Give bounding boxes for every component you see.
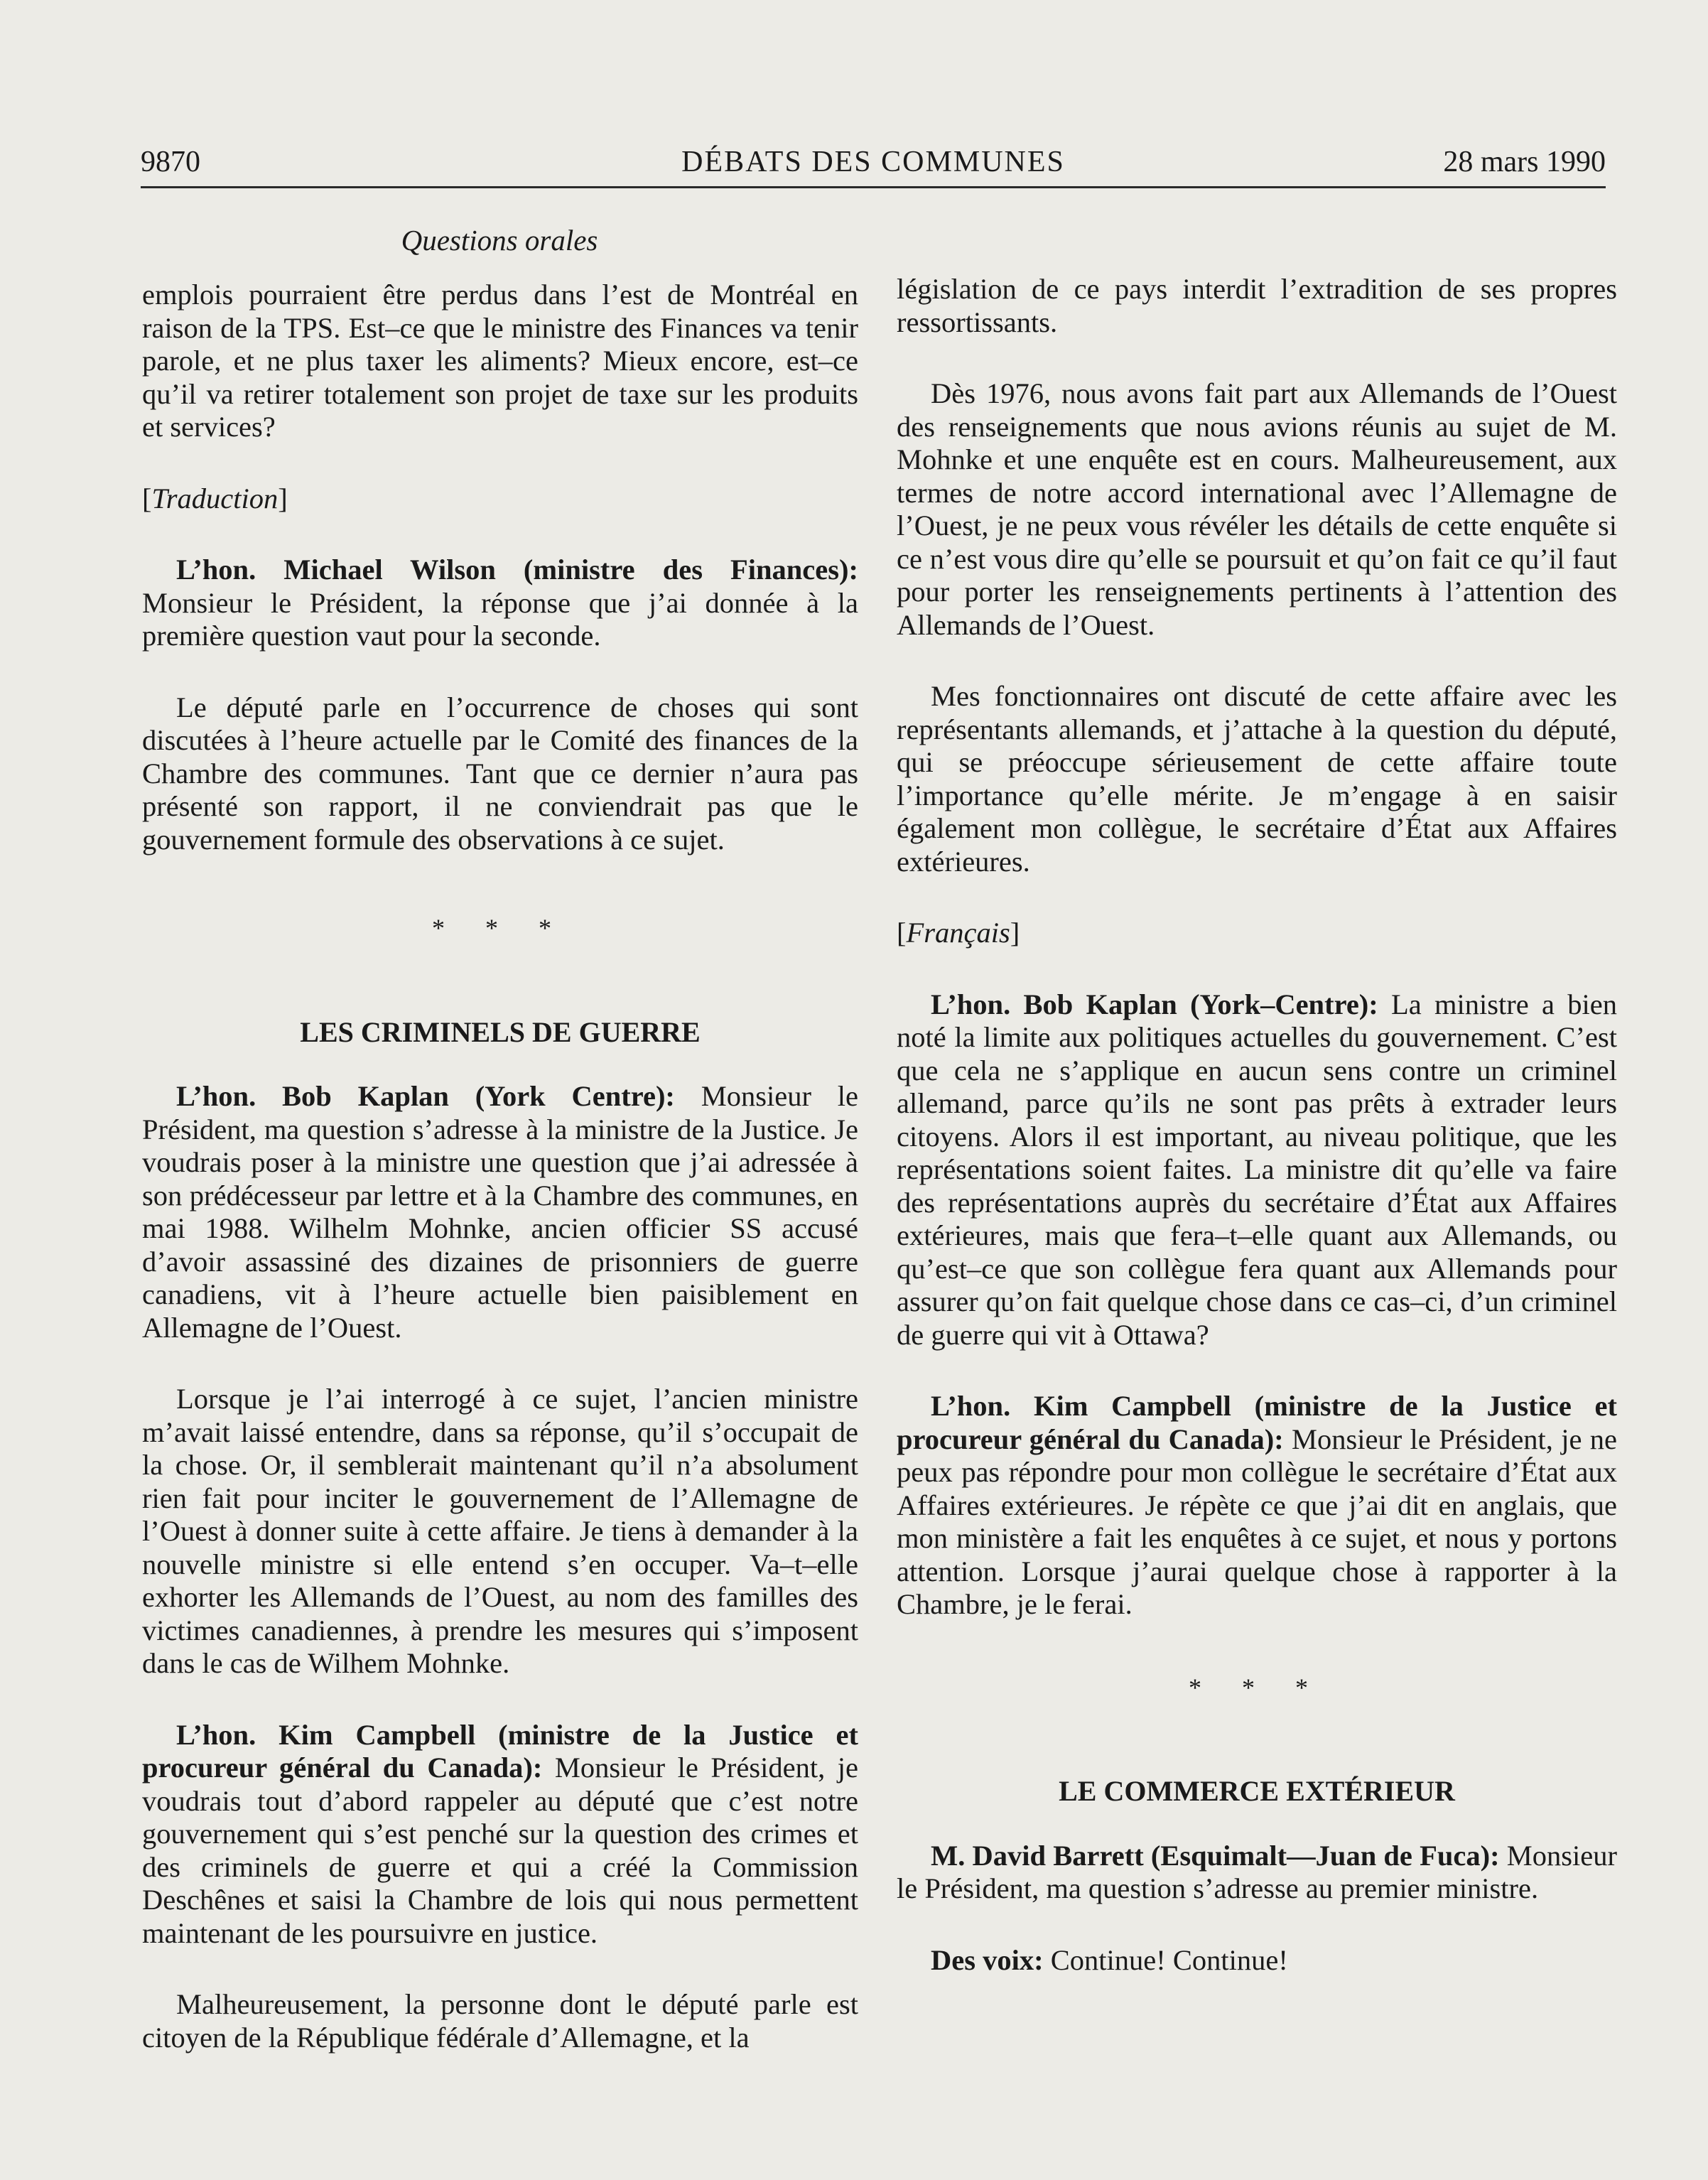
publication-title: DÉBATS DES COMMUNES	[681, 146, 1065, 178]
paragraph: Lorsque je l’ai interrogé à ce sujet, l’ancien ministre m’avait laissé entendre, dans sa réponse, qu’il s’occupait de la chose. Or, il semblerait maintenant qu’il n’a absolument rien fait pour inciter le gouvernement de l’Allemagne de l’Ouest à donner suite à cette affaire. Je tiens à demander à la nouvelle ministre si elle entend s’en occuper. Va–t–elle exhorter les Allemands de l’Ouest, au nom des familles des victimes canadiennes, à prendre les mesures qui s’imposent dans le cas de Wilhem Mohnke.	[142, 1383, 858, 1679]
section-heading: LE COMMERCE EXTÉRIEUR	[1059, 1775, 1455, 1807]
paragraph: Dès 1976, nous avons fait part aux Allemands de l’Ouest des renseignements que nous avions réunis au sujet de M. Mohnke et une enquête est en cours. Malheureusement, aux termes de notre accord international avec l’Allemagne de l’Ouest, je ne peux vous révéler les détails de cette enquête si ce n’est vous dire qu’elle se poursuit et qu’on fait ce qu’il faut pour porter les renseignements pertinents à l’attention des Allemands de l’Ouest.	[897, 377, 1617, 641]
right-column	[897, 273, 1617, 1977]
speech-text: Monsieur le Président, ma question s’adresse à la ministre de la Justice. Je voudrais poser à la ministre une question que j’ai adressée à son prédécesseur par lettre et à la Chambre des communes, en mai 1988. Wilhelm Mohnke, ancien officier SS accusé d’avoir assassiné des dizaines de prisonniers de guerre canadiens, vit à l’heure actuelle bien paisiblement en Allemagne de l’Ouest.	[142, 1080, 858, 1344]
speech-text: Continue! Continue!	[1043, 1943, 1288, 1976]
speech	[897, 1840, 1617, 1906]
speaker-name: M. David Barrett (Esquimalt—Juan de Fuca):	[931, 1839, 1500, 1872]
publication-date: 28 mars 1990	[1443, 146, 1606, 178]
speaker-name: L’hon. Kim Campbell (ministre de la Justice et procureur général du Canada):	[897, 1390, 1617, 1455]
speech-text: La ministre a bien noté la limite aux politiques actuelles du gouvernement. C’est que cela ne s’applique en aucun sens contre un criminel allemand, parce qu’ils ne sont pas prêts à extrader leurs citoyens. Alors il est important, au niveau politique, que les représentations soient faites. La ministre dit qu’elle va faire des représentations auprès du secrétaire d’État aux Affaires extérieures, mais que fera–t–elle quant aux Allemands, ou qu’est–ce que son collègue fera quant aux Allemands pour assurer qu’on fait quelque chose dans ce cas–ci, d’un criminel de guerre qui vit à Ottawa?	[897, 988, 1617, 1351]
speech-text: Monsieur le Président, la réponse que j’ai donnée à la première question vaut pour la seconde.	[142, 586, 858, 652]
speech-text: Monsieur le Président, ma question s’adresse au premier ministre.	[897, 1839, 1617, 1904]
section-label: Questions orales	[401, 224, 598, 257]
section-separator: * * *	[1189, 1673, 1325, 1702]
speaker-name: L’hon. Michael Wilson (ministre des Finances):	[176, 554, 858, 586]
language-note: [Français]	[897, 917, 1020, 949]
language-note-text: Traduction	[151, 482, 279, 514]
speech	[897, 1944, 1617, 1977]
section-separator: * * *	[432, 914, 568, 942]
section-heading: LES CRIMINELS DE GUERRE	[300, 1015, 701, 1048]
paragraph: législation de ce pays interdit l’extradition de ses propres ressortissants.	[897, 273, 1617, 338]
paragraph: Malheureusement, la personne dont le député parle est citoyen de la République fédérale d’Allemagne, et la	[142, 1988, 858, 2054]
speech	[897, 1390, 1617, 1621]
speech	[142, 1719, 858, 1950]
speech-text: Monsieur le Président, je ne peux pas répondre pour mon collègue le secrétaire d’État aux Affaires extérieures. Je répète ce que j’ai dit en anglais, que mon ministère a fait les enquêtes à ce sujet, et nous y portons attention. Lorsque j’aurai quelque chose à rapporter à la Chambre, je le ferai.	[897, 1423, 1617, 1620]
speaker-name: L’hon. Bob Kaplan (York Centre):	[176, 1080, 675, 1112]
speaker-name: Des voix:	[931, 1943, 1044, 1976]
speech	[142, 554, 858, 653]
speech	[897, 988, 1617, 1352]
speaker-name: L’hon. Bob Kaplan (York–Centre):	[931, 988, 1378, 1020]
header-rule	[141, 186, 1606, 188]
paragraph: emplois pourraient être perdus dans l’est de Montréal en raison de la TPS. Est–ce que le ministre des Finances va tenir parole, et ne plus taxer les aliments? Mieux encore, est–ce qu’il va retirer totalement son projet de taxe sur les produits et services?	[142, 279, 858, 443]
paragraph: Mes fonctionnaires ont discuté de cette affaire avec les représentants allemands, et j’attache à la question du député, qui se préoccupe sérieusement de cette affaire toute l’importance qu’elle mérite. Je m’engage à en saisir également mon collègue, le secrétaire d’État aux Affaires extérieures.	[897, 680, 1617, 878]
paragraph: Le député parle en l’occurrence de choses qui sont discutées à l’heure actuelle par le Comité des finances de la Chambre des communes. Tant que ce dernier n’aura pas présenté son rapport, il ne conviendrait pas que le gouvernement formule des observations à ce sujet.	[142, 691, 858, 856]
left-column	[142, 279, 858, 2054]
speaker-name: L’hon. Kim Campbell (ministre de la Justice et procureur général du Canada):	[142, 1718, 858, 1784]
speech-text: Monsieur le Président, je voudrais tout d’abord rappeler au député que c’est notre gouvernement qui s’est penché sur la question des crimes et des criminels de guerre et qui a créé la Commission Deschênes et saisi la Chambre de lois qui nous permettent maintenant de les poursuivre en justice.	[142, 1752, 859, 1949]
language-note-text: Français	[906, 917, 1010, 949]
page-header	[141, 139, 1606, 185]
speech	[142, 1080, 858, 1344]
language-note: [Traduction]	[142, 482, 288, 514]
page-number: 9870	[141, 146, 200, 178]
